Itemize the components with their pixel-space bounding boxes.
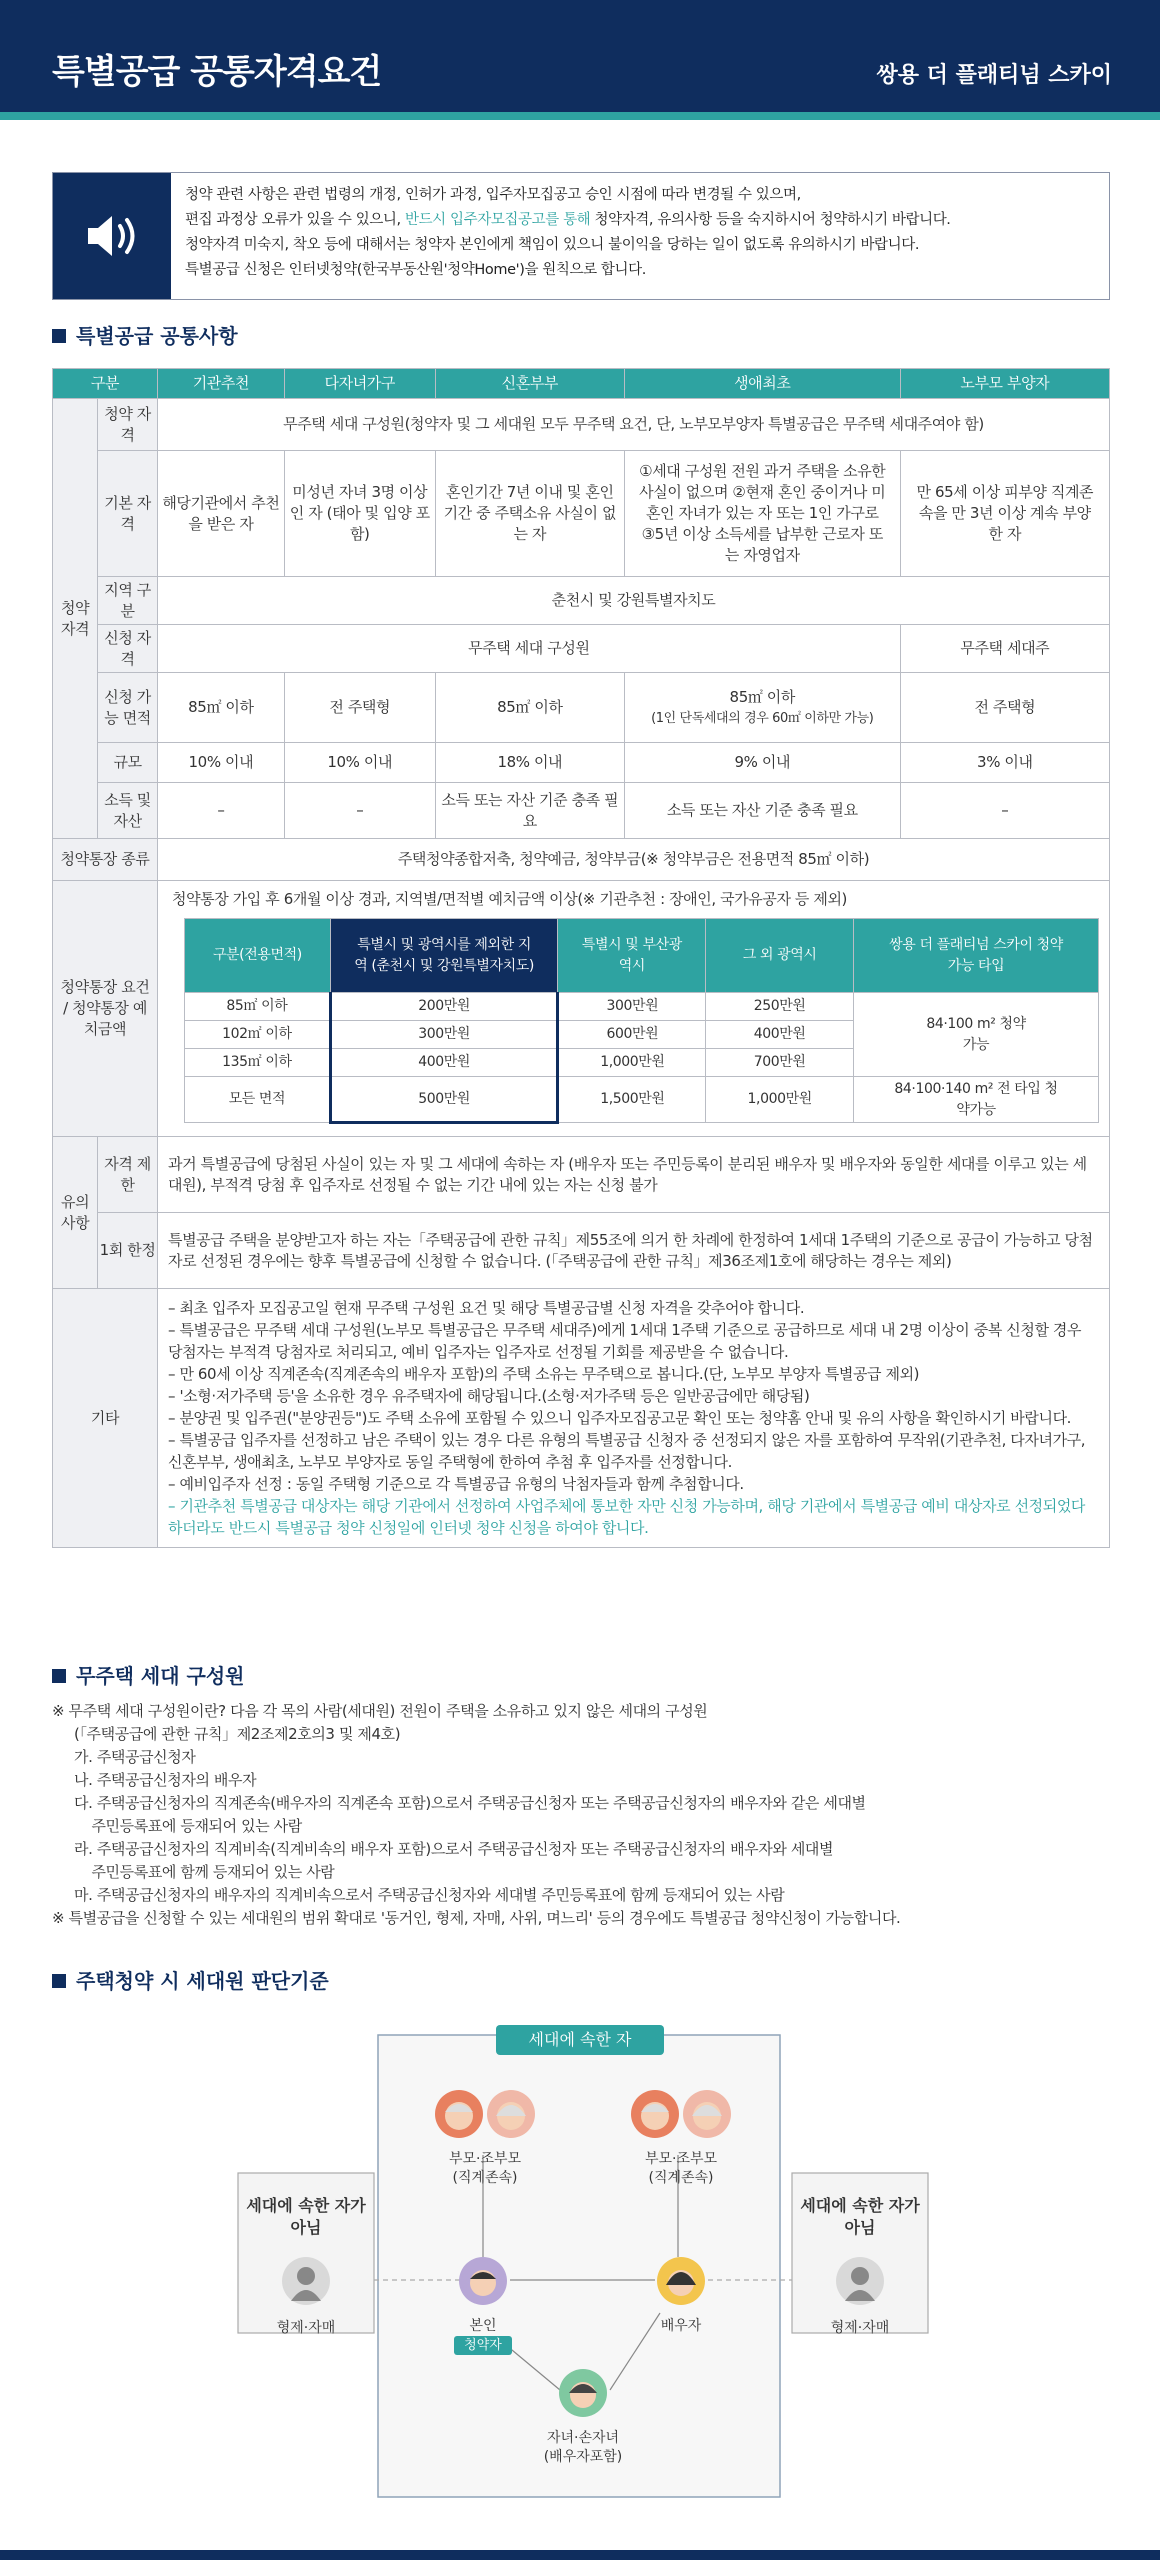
row-label: 기본 자격	[98, 451, 158, 577]
child-person: 자녀·손자녀 (배우자포함)	[520, 2369, 646, 2467]
account-type-value: 주택청약종합저축, 청약예금, 청약부금(※ 청약부금은 전용면적 85㎡ 이하)	[157, 839, 1109, 881]
etc-teal-note: – 기관추천 특별공급 대상자는 해당 기관에서 선정하여 사업주체에 통보한 자만 신청 가능하며, 해당 기관에서 특별공급 예비 대상자로 선정되었다 하더라도 반드시 특별공급 청약 신청일에 인터넷 청약 신청을 하여야 합니다.	[167, 1497, 1086, 1537]
common-requirements-table: 구분 기관추천 다자녀가구 신혼부부 생애최초 노부모 부양자 청약 자격 청약 자격 무주택 세대 구성원(청약자 및 그 세대원 모두 무주택 요건, 단, 노부모부양자 특별공급은 무주택 세대주여야 함) 기본 자격 해당기관에서 추천을 받은 자 미성년 자녀 3명 이상인 자 (태아 및 입양 포함) 혼인기간 7년 이내 및 혼인기간 중 주택소유 사실이 없는 자 ①세대 구성원 전원 과거 주택을 소유한 사실이 없으며 ②현재 혼인 중이거나 미혼인 자녀가 있는 자 또는 1인 가구로 ③5년 이상 소득세를 납부한 근로자 또는 자영업자 만 65세 이상 피부양 직계존속을 만 3년 이상 계속 부양한 자 지역 구분 춘천시 및 강원특별자치도 신청 자격 무주택 세대 구성원 무주택 세대주 신청 가능 면적 85㎡ 이하 전 주택형 85㎡ 이하 85㎡ 이하 (1인 단독세대의 경우 60㎡ 이하만 가능) 전 주택형 규모 10% 이내 10% 이내 18% 이내 9% 이내 3% 이내 소득 및 자산 – – 소득 또는 자산 기준 충족 필요 소득 또는 자산 기준 충족 필요 – 청약통장 종류 주택청약종합저축, 청약예금, 청약부금(※ 청약부금은 전용면적 85㎡ 이하) 청약통장 요건 / 청약통장 예치금액 청약통장 가입 후 6개월 이상 경과, 지역별/면적별 예치금액 이상(※ 기관추천 : 장애인, 국가유공자 등 제외) 구분(전용면적) 특별시 및 광역시를 제외한 지역 (춘천시 및 강원특별자치도) 특별시 및 부산광역시 그 외 광역시 쌍용 더 플래티넘 스카이 청약 가능 타입 85㎡ 이하 200만원 300만원 250만원 84·100 m² 청약 가능 102㎡ 이하 300만원 600만원 400만원 135㎡ 이하 400만원 1,000만원 700만원 모든 면적 500만원 1,500만원 1,000만원 84·100·140 m² 전 타입 청약가능 유의 사항 자격 제한 과거 특별공급에 당첨된 사실이 있는 자 및 그 세대에 속하는 자 (배우자 또는 주민등록이 분리된 배우자 및 배우자와 동일한 세대를 이루고 있는 세대원), 부적격 당첨 후 입주자로 선정될 수 없는 기간 내에 있는 자는 신청 불가 1회 한정 특별공급 주택을 분양받고자 하는 자는「주택공급에 관한 규칙」제55조에 의거 한 차례에 한정하여 1세대 1주택의 기준으로 공급이 가능하고 당첨자로 선정된 경우에는 향후 특별공급에 신청할 수 없습니다. (「주택공급에 관한 규칙」제36조제1호에 해당하는 경우는 제외) 기타 – 최초 입주자 모집공고일 현재 무주택 구성원 요건 및 해당 특별공급별 신청 자격을 갖추어야 합니다. – 특별공급은 무주택 세대 구성원(노부모 특별공급은 무주택 세대주)에게 1세대 1주택 기준으로 공급하므로 세대 내 2명 이상이 중복 신청할 경우 당첨자는 부적격 당첨자로 처리되고, 예비 입주자는 입주자로 선정될 기회를 제공받을 수 없습니다. – 만 60세 이상 직계존속(직계존속의 배우자 포함)의 주택 소유는 무주택으로 봅니다.(단, 노부모 부양자 특별공급 제외) – '소형·저가주택 등'을 소유한 경우 유주택자에 해당됩니다.(소형·저가주택 등은 일반공급에만 해당됨) – 분양권 및 입주권("분양권등")도 주택 소유에 포함될 수 있으니 입주자모집공고문 확인 또는 청약홈 안내 및 유의 사항을 확인하시기 바랍니다. – 특별공급 입주자를 선정하고 남은 주택이 있는 경우 다른 유형의 특별공급 신청자 중 선정되지 않은 자를 포함하여 무작위(기관추천, 다자녀가구, 신혼부부, 생애최초, 노부모 부양자로 동일 주택형에 한하여 추첨 후 입주자를 선정합니다. – 예비입주자 선정 : 동일 주택형 기준으로 각 특별공급 유형의 낙첨자들과 함께 추첨합니다. – 기관추천 특별공급 대상자는 해당 기관에서 선정하여 사업주체에 통보한 자만 신청 가능하며, 해당 기관에서 특별공급 예비 대상자로 선정되었다 하더라도 반드시 특별공급 청약 신청일에 인터넷 청약 신청을 하여야 합니다.	[52, 368, 1110, 1548]
deposit-header-highlight: 특별시 및 광역시를 제외한 지역 (춘천시 및 강원특별자치도)	[330, 919, 558, 993]
caution-label: 유의 사항	[53, 1137, 98, 1289]
header-multichild: 다자녀가구	[284, 369, 435, 399]
woman-icon	[657, 2257, 705, 2305]
notice-line-2: 편집 과정상 오류가 있을 수 있으니, 반드시 입주자모집공고를 통해 청약자격, 유의사항 등을 숙지하시어 청약하시기 바랍니다.	[185, 212, 951, 228]
brand-name: 쌍용 더 플래티넘 스카이	[876, 63, 1112, 88]
deposit-type-2: 84·100·140 m² 전 타입 청약가능	[854, 1077, 1099, 1123]
header-accent-line	[0, 112, 1160, 120]
left-excluded-label: 세대에 속한 자가 아님	[246, 2196, 366, 2237]
deposit-label: 청약통장 요건 / 청약통장 예치금액	[53, 881, 158, 1137]
sibling-icon	[836, 2257, 884, 2305]
row-label: 규모	[98, 743, 158, 783]
parents-right: 부모·조부모 (직계존속)	[616, 2090, 746, 2188]
notice-line-1: 청약 관련 사항은 관련 법령의 개정, 인허가 과정, 입주자모집공고 승인 시점에 따라 변경될 수 있으며,	[185, 187, 801, 203]
notice-line-3: 청약자격 미숙지, 착오 등에 대해서는 청약자 본인에게 책임이 있으니 불이익을 당하는 일이 없도록 유의하시기 바랍니다.	[185, 237, 920, 253]
sibling-right: 형제·자매	[792, 2257, 928, 2338]
grandfather-icon	[631, 2090, 679, 2138]
diagram-title-badge: 세대에 속한 자	[496, 2025, 664, 2055]
speaker-icon	[53, 173, 171, 299]
child-icon	[559, 2369, 607, 2417]
self-person: 본인 청약자	[430, 2257, 536, 2355]
row-label: 소득 및 자산	[98, 783, 158, 839]
row-label: 지역 구분	[98, 577, 158, 625]
grandmother-icon	[683, 2090, 731, 2138]
row-label: 신청 가능 면적	[98, 673, 158, 743]
applicant-badge: 청약자	[454, 2336, 512, 2355]
household-notes: ※ 무주택 세대 구성원이란? 다음 각 목의 사람(세대원) 전원이 주택을 소유하고 있지 않은 세대의 구성원 (「주택공급에 관한 규칙」제2조제2호의3 및 제4호) 가. 주택공급신청자 나. 주택공급신청자의 배우자 다. 주택공급신청자의 직계존속(배우자의 직계존속 포함)으로서 주택공급신청자 또는 주택공급신청자의 배우자와 같은 세대별 주민등록표에 등재되어 있는 사람 라. 주택공급신청자의 직계비속(직계비속의 배우자 포함)으로서 주택공급신청자 또는 주택공급신청자의 배우자와 세대별 주민등록표에 함께 등재되어 있는 사람 마. 주택공급신청자의 배우자의 직계비속으로서 주택공급신청자와 세대별 주민등록표에 함께 등재되어 있는 사람 ※ 특별공급을 신청할 수 있는 세대원의 범위 확대로 '동거인, 형제, 자매, 사위, 며느리' 등의 경우에도 특별공급 청약신청이 가능합니다.	[52, 1702, 901, 1927]
page-header	[0, 0, 1160, 120]
page-title: 특별공급 공통자격요건	[52, 52, 382, 92]
row-label: 신청 자격	[98, 625, 158, 673]
deposit-table: 구분(전용면적) 특별시 및 광역시를 제외한 지역 (춘천시 및 강원특별자치도) 특별시 및 부산광역시 그 외 광역시 쌍용 더 플래티넘 스카이 청약 가능 타입 85㎡ 이하 200만원 300만원 250만원 84·100 m² 청약 가능 102㎡ 이하 300만원 600만원 400만원 135㎡ 이하 400만원 1,000만원 700만원 모든 면적 500만원 1,500만원 1,000만원 84·100·140 m² 전 타입 청약가능	[184, 918, 1099, 1124]
household-diagram	[0, 1995, 1160, 2515]
header-category: 구분	[53, 369, 158, 399]
deposit-intro: 청약통장 가입 후 6개월 이상 경과, 지역별/면적별 예치금액 이상(※ 기관추천 : 장애인, 국가유공자 등 제외)	[171, 890, 848, 908]
man-icon	[459, 2257, 507, 2305]
deposit-type-1: 84·100 m² 청약 가능	[854, 993, 1099, 1077]
header-newlywed: 신혼부부	[435, 369, 624, 399]
sibling-icon	[282, 2257, 330, 2305]
spouse-person: 배우자	[628, 2257, 734, 2336]
group-label: 청약 자격	[53, 399, 98, 839]
sibling-left: 형제·자매	[238, 2257, 374, 2338]
notice-box	[52, 172, 1110, 300]
header-institution: 기관추천	[157, 369, 284, 399]
etc-label: 기타	[53, 1289, 158, 1548]
caution-sub-2: 1회 한정	[98, 1213, 158, 1289]
header-elderly: 노부모 부양자	[900, 369, 1109, 399]
account-type-label: 청약통장 종류	[53, 839, 158, 881]
parents-left: 부모·조부모 (직계존속)	[420, 2090, 550, 2188]
grandmother-icon	[487, 2090, 535, 2138]
grandfather-icon	[435, 2090, 483, 2138]
notice-line-4: 특별공급 신청은 인터넷청약(한국부동산원'청약Home')을 원칙으로 합니다.	[185, 262, 646, 278]
footer-bar	[0, 2550, 1160, 2560]
etc-list: – 최초 입주자 모집공고일 현재 무주택 구성원 요건 및 해당 특별공급별 신청 자격을 갖추어야 합니다. – 특별공급은 무주택 세대 구성원(노부모 특별공급은 무주택 세대주)에게 1세대 1주택 기준으로 공급하므로 세대 내 2명 이상이 중복 신청할 경우 당첨자는 부적격 당첨자로 처리되고, 예비 입주자는 입주자로 선정될 기회를 제공받을 수 없습니다. – 만 60세 이상 직계존속(직계존속의 배우자 포함)의 주택 소유는 무주택으로 봅니다.(단, 노부모 부양자 특별공급 제외) – '소형·저가주택 등'을 소유한 경우 유주택자에 해당됩니다.(소형·저가주택 등은 일반공급에만 해당됨) – 분양권 및 입주권("분양권등")도 주택 소유에 포함될 수 있으니 입주자모집공고문 확인 또는 청약홈 안내 및 유의 사항을 확인하시기 바랍니다. – 특별공급 입주자를 선정하고 남은 주택이 있는 경우 다른 유형의 특별공급 신청자 중 선정되지 않은 자를 포함하여 무작위(기관추천, 다자녀가구, 신혼부부, 생애최초, 노부모 부양자로 동일 주택형에 한하여 추첨 후 입주자를 선정합니다. – 예비입주자 선정 : 동일 주택형 기준으로 각 특별공급 유형의 낙첨자들과 함께 추첨합니다. – 기관추천 특별공급 대상자는 해당 기관에서 선정하여 사업주체에 통보한 자만 신청 가능하며, 해당 기관에서 특별공급 예비 대상자로 선정되었다 하더라도 반드시 특별공급 청약 신청일에 인터넷 청약 신청을 하여야 합니다.	[157, 1289, 1109, 1548]
section-title-common: 특별공급 공통사항	[52, 320, 238, 349]
header-firsttime: 생애최초	[624, 369, 900, 399]
section-title-household: 무주택 세대 구성원	[52, 1660, 245, 1689]
section-title-criteria: 주택청약 시 세대원 판단기준	[52, 1965, 329, 1994]
right-excluded-label: 세대에 속한 자가 아님	[800, 2196, 920, 2237]
row-label: 청약 자격	[98, 399, 158, 451]
caution-sub-1: 자격 제한	[98, 1137, 158, 1213]
